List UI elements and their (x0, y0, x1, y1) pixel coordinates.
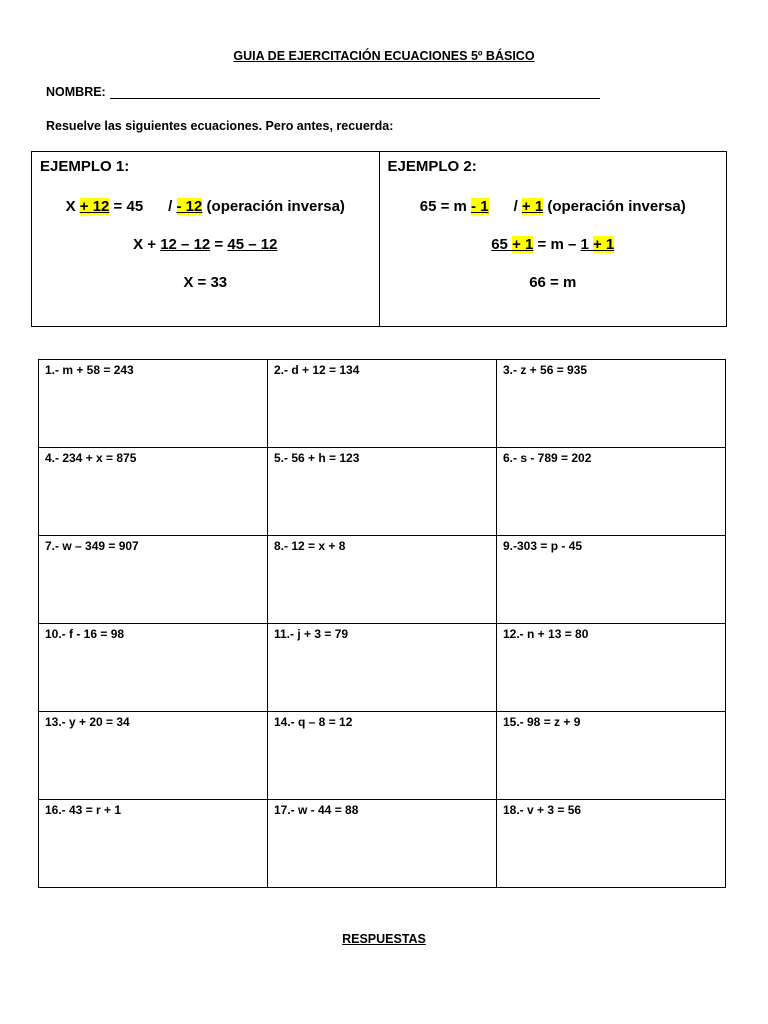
table-row (39, 624, 726, 712)
exercise-cell[interactable]: 2.- d + 12 = 134 (268, 360, 497, 448)
underlined-term: 45 – 12 (227, 236, 278, 253)
table-row (39, 712, 726, 800)
name-blank-line[interactable] (110, 86, 600, 99)
highlighted-term: + 12 (79, 198, 110, 215)
example-1 (32, 152, 379, 326)
answers-heading: RESPUESTAS (342, 932, 426, 946)
exercise-cell[interactable]: 6.- s - 789 = 202 (497, 448, 726, 536)
examples-box (31, 151, 727, 327)
example-1-line-1 (32, 198, 379, 215)
exercises-table (38, 359, 726, 888)
table-row (39, 536, 726, 624)
text: 65 = m (419, 198, 472, 215)
highlighted-term: - 1 (471, 198, 489, 215)
text: (operación inversa) (202, 198, 345, 215)
text: = (210, 236, 228, 253)
highlighted-term: - 12 (176, 198, 203, 215)
text: X (65, 198, 80, 215)
exercise-cell[interactable]: 7.- w – 349 = 907 (39, 536, 268, 624)
exercise-cell[interactable]: 13.- y + 20 = 34 (39, 712, 268, 800)
exercise-cell[interactable]: 1.- m + 58 = 243 (39, 360, 268, 448)
table-row (39, 800, 726, 888)
example-2-line-3: 66 = m (529, 274, 577, 291)
table-row (39, 448, 726, 536)
exercise-cell[interactable]: 10.- f - 16 = 98 (39, 624, 268, 712)
exercise-cell[interactable]: 17.- w - 44 = 88 (268, 800, 497, 888)
highlighted-term: + 1 (592, 236, 615, 253)
highlighted-term: + 1 (512, 236, 534, 253)
instructions: Resuelve las siguientes ecuaciones. Pero antes, recuerda: (46, 119, 394, 133)
exercise-cell[interactable]: 8.- 12 = x + 8 (268, 536, 497, 624)
exercise-cell[interactable]: 3.- z + 56 = 935 (497, 360, 726, 448)
example-2-title: EJEMPLO 2: (387, 158, 477, 175)
text: (operación inversa) (543, 198, 686, 215)
name-field-row (46, 85, 600, 99)
exercise-cell[interactable]: 18.- v + 3 = 56 (497, 800, 726, 888)
exercise-cell[interactable]: 4.- 234 + x = 875 (39, 448, 268, 536)
example-1-line-3: X = 33 (183, 274, 228, 291)
exercise-cell[interactable]: 12.- n + 13 = 80 (497, 624, 726, 712)
underlined-term: 1 (580, 236, 593, 253)
table-row (39, 360, 726, 448)
example-2 (379, 152, 727, 326)
page-title: GUIA DE EJERCITACIÓN ECUACIONES 5º BÁSICO (233, 49, 535, 63)
underlined-term: 12 – 12 (160, 236, 211, 253)
example-1-line-2 (32, 236, 379, 253)
text: / (488, 198, 522, 215)
exercise-cell[interactable]: 9.-303 = p - 45 (497, 536, 726, 624)
name-label: NOMBRE: (46, 85, 106, 99)
text: X + (133, 236, 161, 253)
text: = 45 / (109, 198, 177, 215)
text: = m – (533, 236, 581, 253)
example-1-title: EJEMPLO 1: (40, 158, 130, 175)
exercise-cell[interactable]: 16.- 43 = r + 1 (39, 800, 268, 888)
highlighted-term: + 1 (521, 198, 544, 215)
underlined-term: 65 (491, 236, 513, 253)
exercise-cell[interactable]: 15.- 98 = z + 9 (497, 712, 726, 800)
exercise-cell[interactable]: 11.- j + 3 = 79 (268, 624, 497, 712)
exercise-cell[interactable]: 14.- q – 8 = 12 (268, 712, 497, 800)
example-2-line-1 (380, 198, 727, 215)
example-2-line-2 (380, 236, 727, 253)
exercise-cell[interactable]: 5.- 56 + h = 123 (268, 448, 497, 536)
